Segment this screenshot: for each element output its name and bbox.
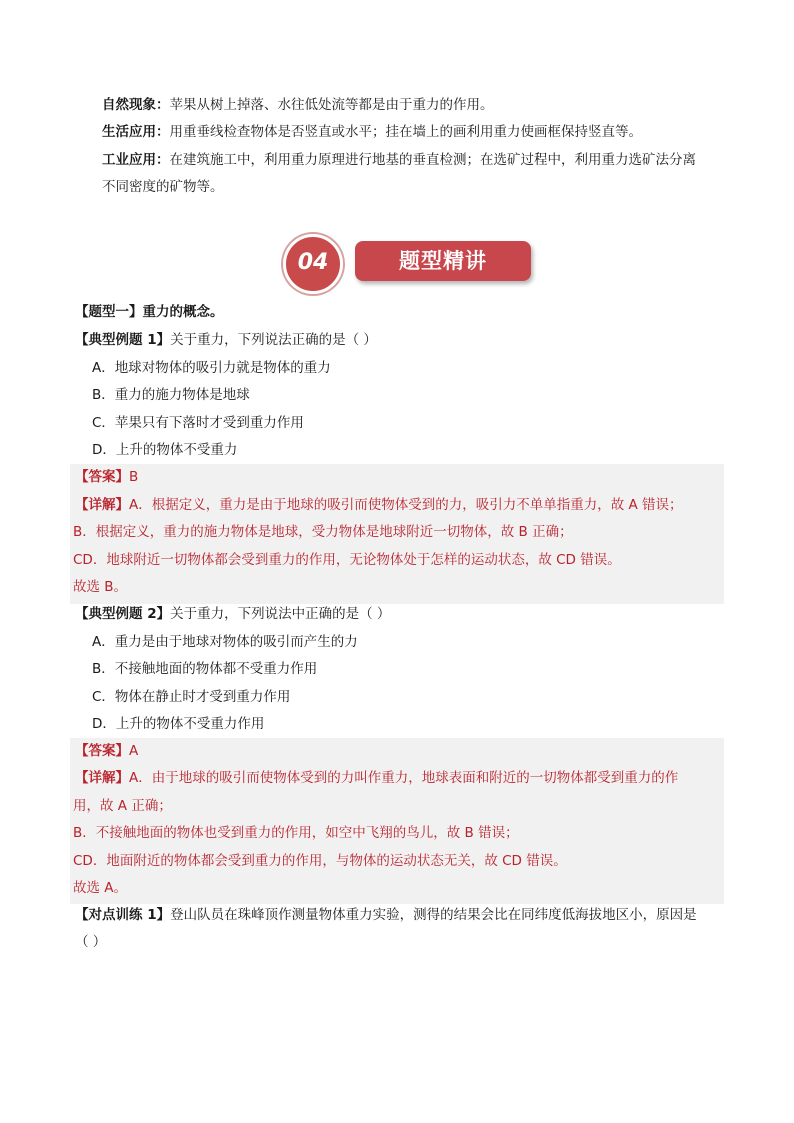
example1-detail-line-1 — [75, 495, 683, 515]
intro-industry-text: 在建筑施工中，利用重力原理进行地基的垂直检测；在选矿过程中，利用重力选矿法分离 — [169, 152, 696, 168]
example2-detail-line-3: B．不接触地面的物体也受到重力的作用，如空中飞翔的鸟儿，故 B 错误； — [73, 825, 519, 841]
section-banner — [283, 234, 535, 294]
example2-detail-label: 【详解】 — [75, 770, 129, 786]
example1-detail-label: 【详解】 — [75, 497, 129, 513]
intro-life-text: 用重垂线检查物体是否竖直或水平；挂在墙上的画利用重力使画框保持竖直等。 — [169, 124, 642, 140]
example2-answer-label: 【答案】 — [75, 743, 129, 759]
intro-industry-label: 工业应用： — [102, 152, 170, 168]
intro-life — [102, 122, 642, 142]
intro-life-label: 生活应用： — [102, 124, 170, 140]
intro-natural — [102, 95, 494, 115]
example1-option-b: B．重力的施力物体是地球 — [92, 387, 250, 403]
intro-natural-label: 自然现象： — [102, 97, 170, 113]
training1-label: 【对点训练 1】 — [75, 907, 171, 923]
section-number: 04 — [297, 250, 329, 275]
example2-option-d: D．上升的物体不受重力作用 — [92, 716, 265, 732]
example1-question-text: 关于重力，下列说法正确的是（ ） — [170, 332, 377, 348]
example1-label: 【典型例题 1】 — [75, 332, 171, 348]
example1-answer-label: 【答案】 — [75, 469, 129, 485]
training1-question-text: 登山队员在珠峰顶作测量物体重力实验，测得的结果会比在同纬度低海拔地区小，原因是 — [170, 907, 697, 923]
example2-question-text: 关于重力，下列说法中正确的是（ ） — [170, 606, 391, 622]
example2-answer-value: A — [129, 743, 139, 759]
type1-heading: 【题型一】重力的概念。 — [75, 304, 224, 320]
example1-detail-line-3: CD．地球附近一切物体都会受到重力的作用，无论物体处于怎样的运动状态，故 CD 错误。 — [73, 552, 621, 568]
example1-option-a: A．地球对物体的吸引力就是物体的重力 — [92, 360, 331, 376]
example2-answer-box — [70, 738, 724, 904]
example1-answer — [75, 467, 138, 487]
example1-option-c: C．苹果只有下落时才受到重力作用 — [92, 415, 304, 431]
intro-natural-text: 苹果从树上掉落、水往低处流等都是由于重力的作用。 — [169, 97, 494, 113]
example2-detail-text-1: A．由于地球的吸引而使物体受到的力叫作重力，地球表面和附近的一切物体都受到重力的作 — [129, 770, 679, 786]
intro-industry — [102, 150, 696, 170]
intro-industry-text-cont: 不同密度的矿物等。 — [102, 179, 224, 195]
example2-detail-line-4: CD．地面附近的物体都会受到重力的作用，与物体的运动状态无关，故 CD 错误。 — [73, 853, 567, 869]
example2-question — [75, 604, 390, 624]
example2-option-b: B．不接触地面的物体都不受重力作用 — [92, 661, 318, 677]
example1-answer-value: B — [129, 469, 139, 485]
training1-question — [75, 905, 697, 925]
example1-detail-line-2: B．根据定义，重力的施力物体是地球，受力物体是地球附近一切物体，故 B 正确； — [73, 524, 573, 540]
example2-answer — [75, 741, 138, 761]
section-title: 题型精讲 — [399, 249, 487, 273]
example2-detail-line-1 — [75, 768, 678, 788]
example2-option-a: A．重力是由于地球对物体的吸引而产生的力 — [92, 634, 358, 650]
example2-detail-line-5: 故选 A。 — [73, 880, 128, 896]
example2-detail-line-2: 用，故 A 正确； — [73, 798, 172, 814]
example1-option-d: D．上升的物体不受重力 — [92, 442, 238, 458]
example1-question — [75, 330, 377, 350]
example1-detail-line-4: 故选 B。 — [73, 579, 128, 595]
training1-question-cont: （ ） — [75, 934, 107, 950]
example2-label: 【典型例题 2】 — [75, 606, 171, 622]
example1-detail-text-1: A．根据定义，重力是由于地球的吸引而使物体受到的力，吸引力不单单指重力，故 A 错误； — [129, 497, 683, 513]
example2-option-c: C．物体在静止时才受到重力作用 — [92, 689, 291, 705]
